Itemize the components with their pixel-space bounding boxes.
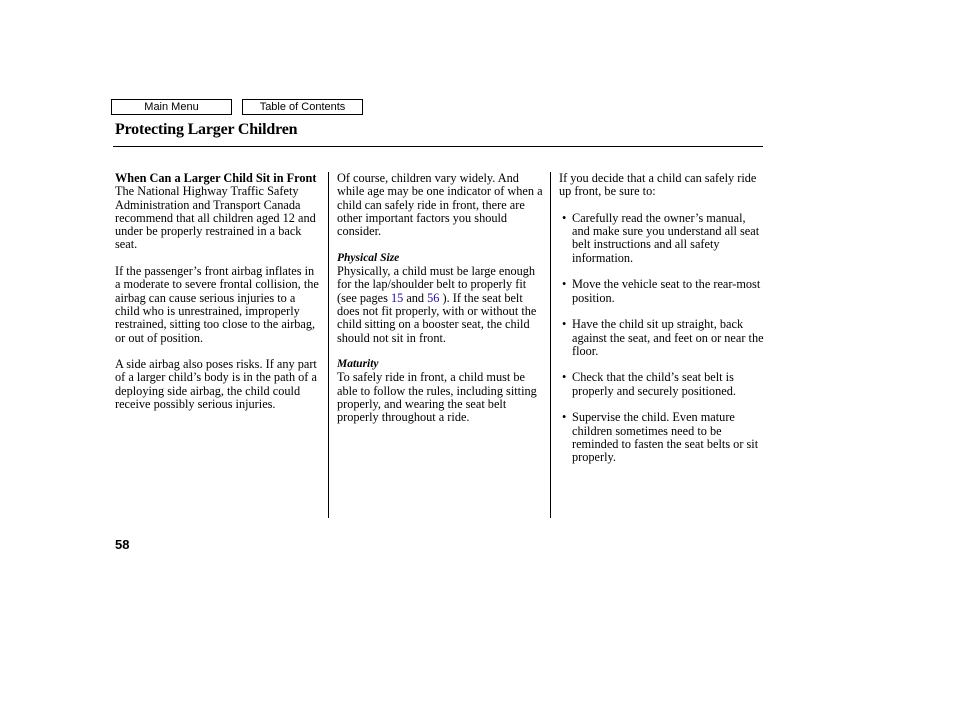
main-menu-button[interactable]: Main Menu: [111, 99, 232, 115]
list-item-text: Supervise the child. Even mature children sometimes need to be reminded to fasten the seat belts or sit properly.: [572, 410, 759, 465]
physical-size-text-3: ). If the seat belt does not fit properly, with or without the child sitting on a booster seat, the child should not sit in front.: [337, 290, 537, 345]
paragraph-nhtsa-recommendation: The National Highway Traffic Safety Administration and Transport Canada recommend that all children aged 12 and under be properly restrained in a back seat.: [115, 184, 316, 252]
column-divider-1: [328, 172, 329, 518]
list-item: [559, 278, 765, 305]
list-item-text: Carefully read the owner’s manual, and make sure you understand all seat belt instructions and all safety information.: [572, 210, 760, 265]
column-2: [337, 172, 543, 425]
bullet-icon: •: [562, 370, 567, 385]
page-15-link[interactable]: 15: [390, 290, 404, 305]
bullet-icon: •: [562, 317, 567, 332]
list-item-text: Move the vehicle seat to the rear-most position.: [572, 277, 761, 305]
column-divider-2: [550, 172, 551, 518]
page-56-link[interactable]: 56: [427, 290, 440, 305]
title-divider: [113, 146, 763, 147]
list-item: [559, 318, 765, 358]
paragraph-front-airbag-risk: If the passenger’s front airbag inflates in a moderate to severe frontal collision, the airbag can cause serious injuries to a child who is unrestrained, improperly restrained, sitting too close to the airbag, or out of position.: [115, 264, 319, 345]
checklist: [559, 212, 765, 465]
subheading-maturity: Maturity: [337, 358, 379, 371]
paragraph-side-airbag-risk: A side airbag also poses risks. If any part of a larger child’s body is in the path of a deploying side airbag, the child could receive possibly serious injuries.: [115, 357, 317, 412]
paragraph-children-vary: Of course, children vary widely. And while age may be one indicator of when a child can safely ride in front, there are other important factors you should consider.: [337, 171, 543, 239]
list-item-text: Have the child sit up straight, back against the seat, and feet on or near the floor.: [572, 317, 764, 358]
list-item-text: Check that the child’s seat belt is properly and securely positioned.: [572, 370, 736, 398]
page-title: Protecting Larger Children: [115, 121, 298, 138]
paragraph-physical-size: [337, 265, 543, 345]
subheading-physical-size: Physical Size: [337, 251, 400, 264]
column-1: [115, 172, 320, 411]
list-item: [559, 212, 765, 265]
physical-size-text-2: and: [403, 290, 428, 305]
bullet-icon: •: [562, 410, 567, 425]
list-item: [559, 371, 765, 398]
section-heading: When Can a Larger Child Sit in Front: [115, 171, 317, 185]
table-of-contents-button[interactable]: Table of Contents: [242, 99, 363, 115]
bullet-icon: •: [562, 210, 567, 225]
page-number: 58: [115, 537, 130, 552]
list-item: [559, 411, 765, 464]
column-3: [559, 172, 765, 465]
paragraph-ride-up-front: If you decide that a child can safely ride up front, be sure to:: [559, 171, 757, 199]
bullet-icon: •: [562, 277, 567, 292]
physical-size-text-1: Physically, a child must be large enough for the lap/shoulder belt to properly fit (see pages: [337, 264, 536, 305]
paragraph-maturity: To safely ride in front, a child must be able to follow the rules, including sitting properly, and wearing the seat belt properly throughout a ride.: [337, 370, 537, 425]
